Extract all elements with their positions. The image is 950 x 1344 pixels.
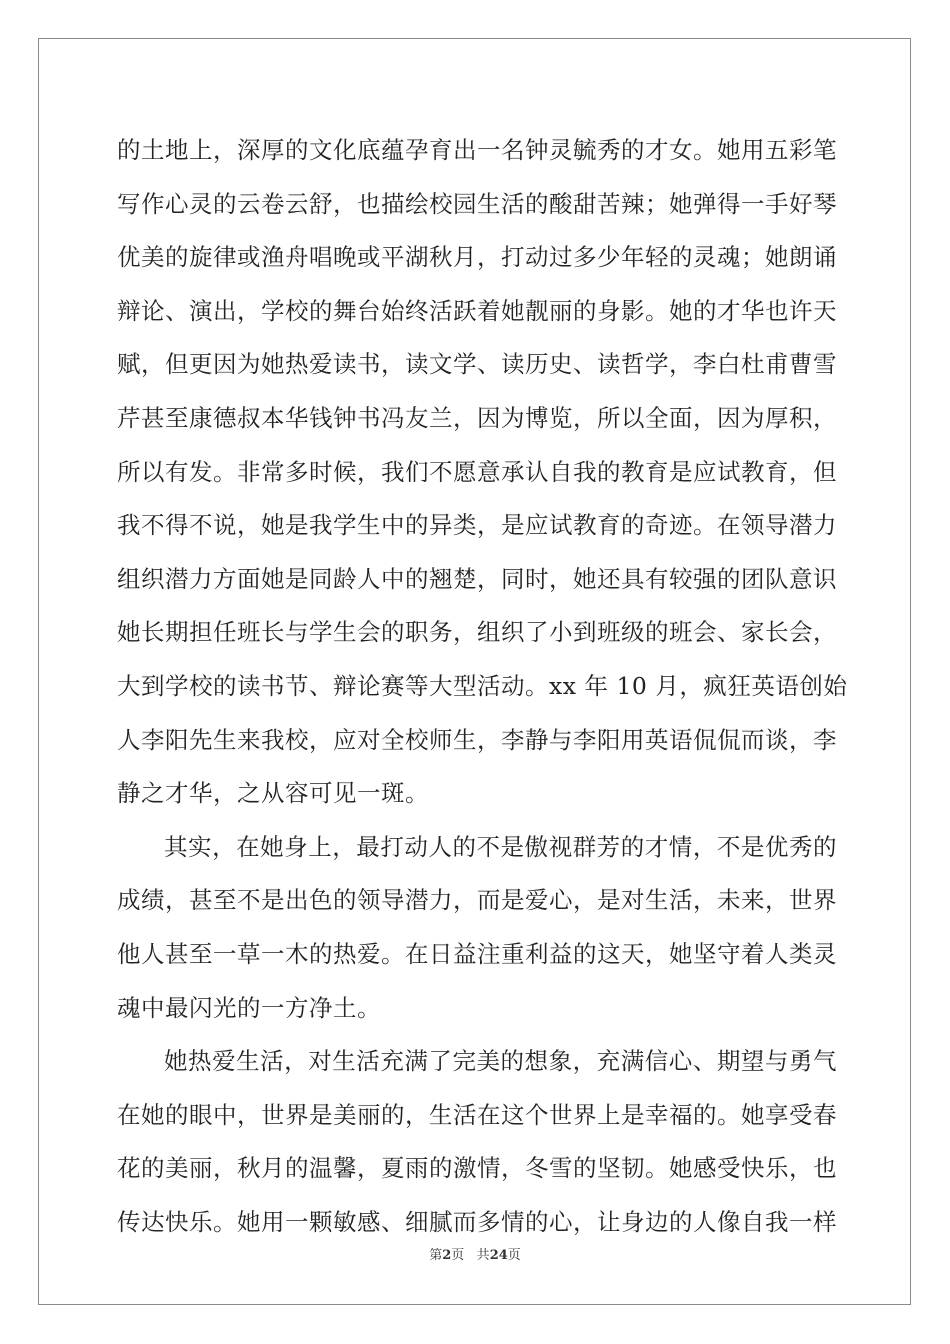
text-line: 其实，在她身上，最打动人的不是傲视群芳的才情，不是优秀的 (164, 832, 837, 861)
text-line: 辩论、演出，学校的舞台始终活跃着她靓丽的身影。她的才华也许天 (117, 296, 837, 325)
total-suffix: 页 (507, 1248, 521, 1263)
text-line: 赋，但更因为她热爱读书，读文学、读历史、读哲学，李白杜甫曹雪 (117, 350, 837, 379)
page-footer (0, 1244, 950, 1263)
total-pages: 24 (489, 1248, 508, 1263)
text-line: 芹甚至康德叔本华钱钟书冯友兰，因为博览，所以全面，因为厚积， (117, 403, 837, 432)
text-line: 魂中最闪光的一方净土。 (117, 993, 381, 1022)
text-line: 花的美丽，秋月的温馨，夏雨的激情，冬雪的坚韧。她感受快乐，也 (117, 1154, 837, 1183)
page-suffix: 页 (451, 1248, 465, 1263)
text-line: 成绩，甚至不是出色的领导潜力，而是爱心，是对生活，未来，世界 (117, 886, 837, 915)
text-line: 所以有发。非常多时候，我们不愿意承认自我的教育是应试教育，但 (117, 457, 837, 486)
text-line: 人李阳先生来我校，应对全校师生，李静与李阳用英语侃侃而谈，李 (117, 725, 837, 754)
text-line: 组织潜力方面她是同龄人中的翘楚，同时，她还具有较强的团队意识 (117, 564, 837, 593)
total-prefix: 共 (476, 1248, 490, 1263)
text-line: 大到学校的读书节、辩论赛等大型活动。xx 年 10 月，疯狂英语创始 (117, 671, 848, 700)
text-line: 的土地上，深厚的文化底蕴孕育出一名钟灵毓秀的才女。她用五彩笔 (117, 136, 837, 164)
text-line: 传达快乐。她用一颗敏感、细腻而多情的心，让身边的人像自我一样 (117, 1207, 837, 1236)
text-line: 优美的旋律或渔舟唱晚或平湖秋月，打动过多少年轻的灵魂；她朗诵 (117, 243, 837, 272)
text-line: 静之才华，之从容可见一斑。 (117, 779, 429, 808)
text-line: 他人甚至一草一木的热爱。在日益注重利益的这天，她坚守着人类灵 (117, 939, 837, 968)
page-number: 2 (442, 1248, 452, 1263)
text-line: 写作心灵的云卷云舒，也描绘校园生活的酸甜苦辣；她弹得一手好琴 (117, 189, 837, 218)
text-line: 她长期担任班长与学生会的职务，组织了小到班级的班会、家长会， (117, 618, 837, 647)
document-body (117, 124, 848, 1249)
text-line: 在她的眼中，世界是美丽的，生活在这个世界上是幸福的。她享受春 (117, 1100, 837, 1129)
text-line: 我不得不说，她是我学生中的异类，是应试教育的奇迹。在领导潜力 (117, 511, 837, 540)
page-prefix: 第 (429, 1248, 443, 1263)
text-line: 她热爱生活，对生活充满了完美的想象，充满信心、期望与勇气 (164, 1047, 837, 1076)
